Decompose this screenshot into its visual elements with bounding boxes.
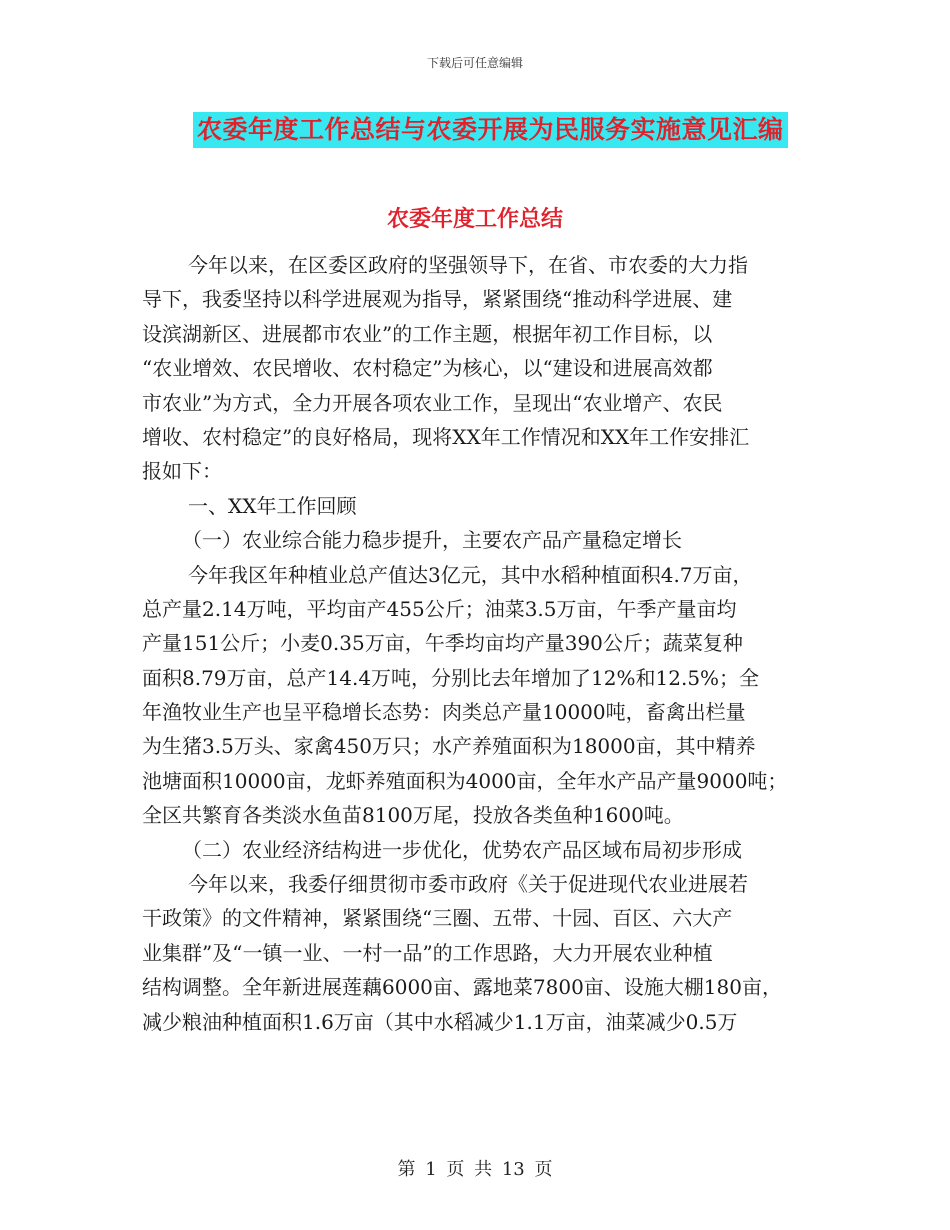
- paragraph-line: 今年以来，我委仔细贯彻市委市政府《关于促进现代农业进展若: [188, 872, 748, 897]
- paragraph-line: 为生猪3.5万头、家禽450万只；水产养殖面积为18000亩，其中精养: [142, 734, 756, 759]
- paragraph-line: 产量151公斤；小麦0.35万亩，午季均亩均产量390公斤；蔬菜复种: [142, 631, 743, 656]
- paragraph-line: 年渔牧业生产也呈平稳增长态势：肉类总产量10000吨，畜禽出栏量: [142, 700, 746, 725]
- page-header-note: 下载后可任意编辑: [426, 56, 523, 70]
- paragraph-line: 增收、农村稳定”的良好格局，现将XX年工作情况和XX年工作安排汇: [142, 424, 750, 449]
- paragraph-line: 减少粮油种植面积1.6万亩（其中水稻减少1.1万亩，油菜减少0.5万: [142, 1009, 738, 1034]
- paragraph-line: 报如下：: [142, 459, 222, 484]
- paragraph-line: 今年我区年种植业总产值达3亿元，其中水稻种植面积4.7万亩，: [188, 562, 753, 587]
- heading-line: 一、XX年工作回顾: [188, 493, 357, 518]
- paragraph-line: 干政策》的文件精神，紧紧围绕“三圈、五带、十园、百区、六大产: [142, 906, 733, 931]
- subheading-line: （二）农业经济结构进一步优化，优势农产品区域布局初步形成: [182, 837, 742, 862]
- document-body: [142, 248, 822, 1039]
- paragraph-line: 结构调整。全年新进展莲藕6000亩、露地菜7800亩、设施大棚180亩，: [142, 975, 782, 1000]
- paragraph-line: 市农业”为方式，全力开展各项农业工作，呈现出“农业增产、农民: [142, 390, 723, 415]
- paragraph-line: “农业增效、农民增收、农村稳定”为核心，以“建设和进展高效都: [142, 356, 713, 381]
- section-title: 农委年度工作总结: [386, 206, 563, 232]
- page-number: 第 1 页 共 13 页: [397, 1159, 553, 1180]
- paragraph-line: 总产量2.14万吨，平均亩产455公斤；油菜3.5万亩，午季产量亩均: [142, 596, 737, 621]
- document-title: 农委年度工作总结与农委开展为民服务实施意见汇编: [193, 112, 788, 148]
- paragraph-line: 池塘面积10000亩，龙虾养殖面积为4000亩，全年水产品产量9000吨；: [142, 768, 788, 793]
- subheading-line: （一）农业综合能力稳步提升，主要农产品产量稳定增长: [182, 528, 682, 553]
- paragraph-line: 设滨湖新区、进展都市农业”的工作主题，根据年初工作目标，以: [142, 321, 713, 346]
- paragraph-line: 业集群”及“一镇一业、一村一品”的工作思路，大力开展农业种植: [142, 940, 713, 965]
- paragraph-line: 面积8.79万亩，总产14.4万吨，分别比去年增加了12%和12.5%；全: [142, 665, 760, 690]
- paragraph-line: 导下，我委坚持以科学进展观为指导，紧紧围绕“推动科学进展、建: [142, 287, 733, 312]
- paragraph-line: 全区共繁育各类淡水鱼苗8100万尾，投放各类鱼种1600吨。: [142, 803, 684, 828]
- paragraph-line: 今年以来，在区委区政府的坚强领导下，在省、市农委的大力指: [188, 253, 748, 277]
